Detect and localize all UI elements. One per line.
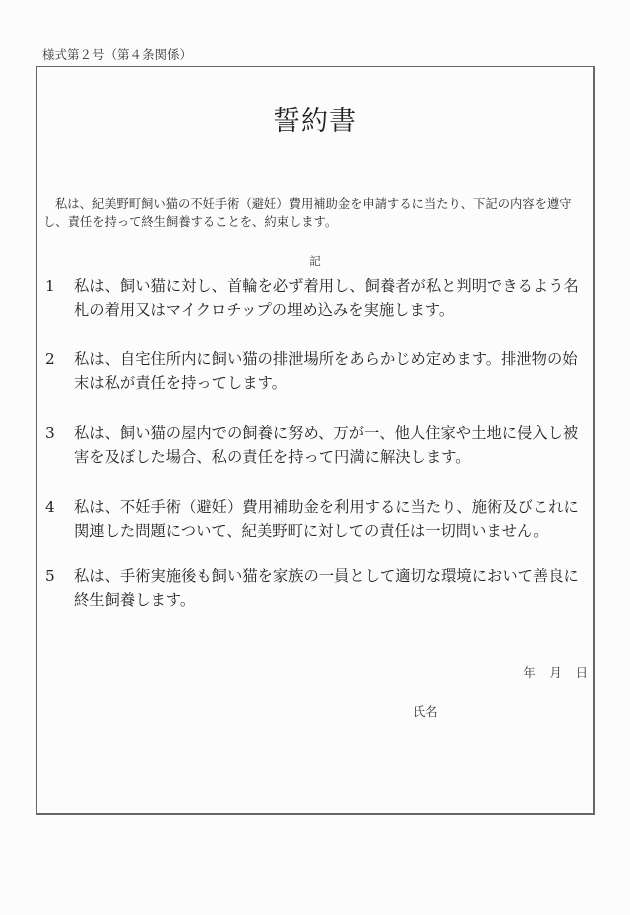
pledge-item-3 <box>45 421 587 469</box>
form-number-label: 様式第２号（第４条関係） <box>42 47 193 62</box>
pledge-item-1 <box>45 274 587 322</box>
ki-heading: 記 <box>309 254 321 268</box>
item-number: 2 <box>45 350 55 368</box>
date-field: 年 月 日 <box>523 666 588 680</box>
pledge-document-frame <box>36 66 595 815</box>
pledge-item-5 <box>45 564 587 612</box>
pledge-item-4 <box>45 495 587 543</box>
name-field-label: 氏名 <box>413 705 438 719</box>
item-number: 3 <box>45 424 55 442</box>
item-text: 私は、自宅住所内に飼い猫の排泄場所をあらかじめ定めます。排泄物の始末は私が責任を持ってします。 <box>74 350 578 392</box>
item-number: 5 <box>45 567 55 585</box>
item-text: 私は、飼い猫に対し、首輪を必ず着用し、飼養者が私と判明できるよう名札の着用又はマイクロチップの埋め込みを実施します。 <box>74 277 579 319</box>
item-number: 1 <box>45 277 55 295</box>
intro-paragraph: 私は、紀美野町飼い猫の不妊手術（避妊）費用補助金を申請するに当たり、下記の内容を遵守し、責任を持って終生飼養することを、約束します。 <box>43 197 572 229</box>
item-text: 私は、不妊手術（避妊）費用補助金を利用するに当たり、施術及びこれに関連した問題について、紀美野町に対しての責任は一切問いません。 <box>74 498 579 540</box>
pledge-item-2 <box>45 347 587 395</box>
document-title: 誓約書 <box>273 106 357 137</box>
item-text: 私は、手術実施後も飼い猫を家族の一員として適切な環境において善良に終生飼養します。 <box>74 567 579 609</box>
item-number: 4 <box>45 498 55 516</box>
item-text: 私は、飼い猫の屋内での飼養に努め、万が一、他人住家や土地に侵入し被害を及ぼした場合、私の責任を持って円満に解決します。 <box>74 424 579 466</box>
